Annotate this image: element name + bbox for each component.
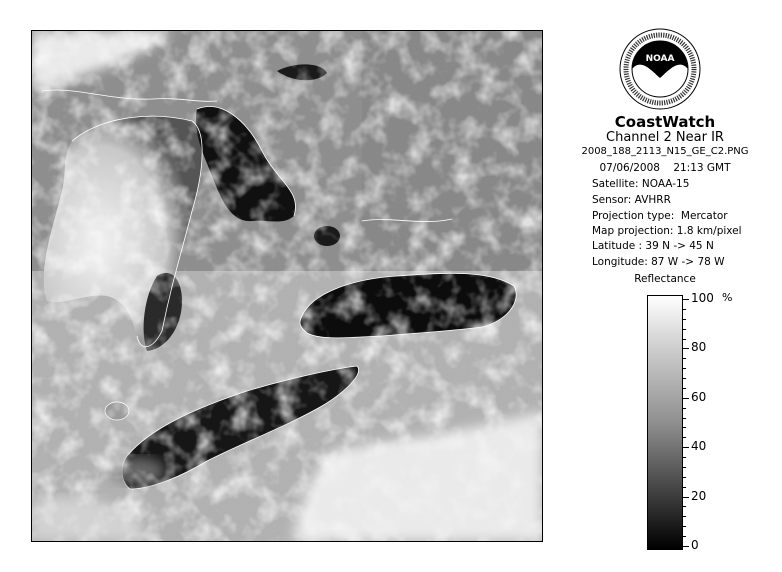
- noaa-logo-text: NOAA: [645, 54, 675, 64]
- satellite-image: [31, 30, 543, 542]
- projection-type-label: Projection type: Mercator: [592, 210, 728, 222]
- colorbar-tick: [682, 437, 686, 438]
- colorbar-tick-label: 60: [691, 389, 707, 404]
- colorbar-tick: [682, 368, 686, 369]
- cloud-cover: [32, 31, 542, 541]
- colorbar-unit: %: [722, 291, 733, 304]
- colorbar-tick: [682, 319, 686, 320]
- longitude-label: Longitude: 87 W -> 78 W: [592, 256, 725, 268]
- colorbar-tick: [682, 388, 686, 389]
- colorbar-tick: [682, 447, 689, 448]
- latitude-label: Latitude : 39 N -> 45 N: [592, 240, 714, 252]
- colorbar-tick: [682, 309, 686, 310]
- colorbar-tick: [682, 536, 686, 537]
- satellite-label: Satellite: NOAA-15: [592, 178, 690, 190]
- reflectance-colorbar: [647, 295, 683, 550]
- colorbar-tick-label: 40: [691, 439, 707, 454]
- colorbar-tick: [682, 398, 689, 399]
- colorbar-tick: [682, 506, 686, 507]
- colorbar-tick: [682, 348, 689, 349]
- colorbar-tick: [682, 418, 686, 419]
- app-title: CoastWatch: [614, 113, 716, 131]
- colorbar-tick: [682, 467, 686, 468]
- colorbar-tick-label: 100: [691, 291, 714, 305]
- satellite-image-render: [32, 31, 542, 541]
- colorbar-tick-label: 0: [691, 538, 699, 552]
- colorbar-tick: [682, 408, 686, 409]
- colorbar-tick: [682, 457, 686, 458]
- colorbar-tick-label: 20: [691, 488, 707, 503]
- colorbar-tick: [682, 299, 689, 300]
- colorbar-tick: [682, 378, 686, 379]
- map-projection-label: Map projection: 1.8 km/pixel: [592, 225, 742, 237]
- colorbar-tick: [682, 497, 689, 498]
- colorbar-tick: [682, 329, 686, 330]
- colorbar-title: Reflectance: [634, 273, 696, 285]
- channel-subtitle: Channel 2 Near IR: [606, 130, 724, 145]
- colorbar-tick: [682, 487, 686, 488]
- sensor-label: Sensor: AVHRR: [592, 194, 671, 206]
- colorbar-tick: [682, 427, 686, 428]
- colorbar-tick: [682, 546, 689, 547]
- colorbar-tick: [682, 526, 686, 527]
- colorbar-tick: [682, 516, 686, 517]
- colorbar-tick-label: 80: [691, 340, 707, 355]
- colorbar-tick: [682, 339, 686, 340]
- colorbar-tick: [682, 477, 686, 478]
- colorbar-tick: [682, 358, 686, 359]
- image-filename: 2008_188_2113_N15_GE_C2.PNG: [581, 146, 749, 157]
- noaa-logo: [619, 28, 701, 110]
- image-datetime: 07/06/2008 21:13 GMT: [599, 162, 731, 174]
